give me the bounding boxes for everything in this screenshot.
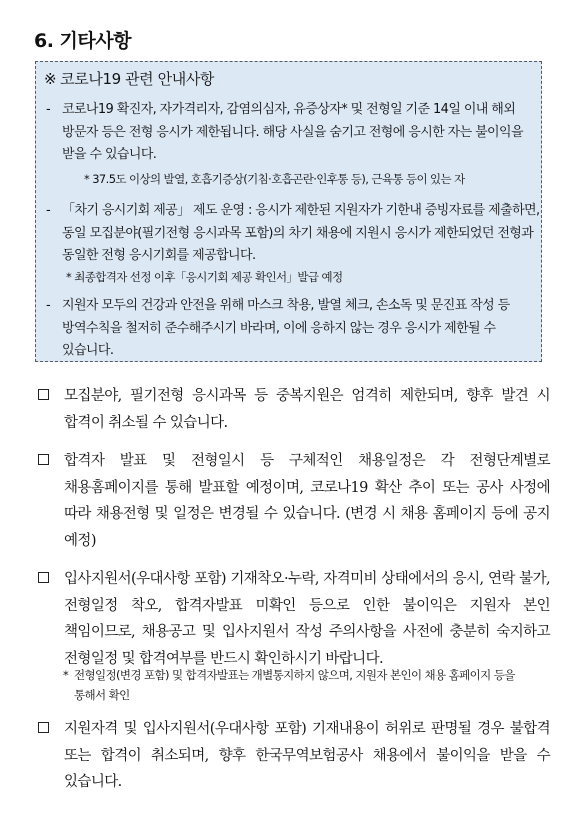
list-item-text: 지원자격 및 입사지원서(우대사항 포함) 기재내용이 허위로 판명될 경우 불합격 또는 합격이 취소되며, 향후 한국무역보험공사 채용에서 불이익을 받을 수 있습니다. [64, 721, 550, 790]
list-footnote-notification [63, 665, 546, 705]
checkbox-bullet-icon [38, 722, 49, 733]
notice-item-retake [46, 200, 541, 268]
notice-heading [44, 68, 214, 89]
section-title: 6. 기타사항 [34, 30, 131, 52]
covid-notice-box [35, 61, 542, 362]
notice-item-quarantine [46, 295, 541, 363]
list-item-false-information [38, 716, 550, 796]
dash-bullet-icon: - [46, 102, 51, 117]
notice-footnote-certificate: * 최종합격자 선정 이후「응시기회 제공 확인서」발급 예정 [66, 270, 343, 284]
dash-bullet-icon: - [46, 203, 51, 218]
list-item-applicant-responsibility [38, 566, 550, 672]
list-item-text: 합격자 발표 및 전형일시 등 구체적인 채용일정은 각 전형단계별로 채용홈페이지를 통해 발표할 예정이며, 코로나19 확산 추이 또는 공사 사정에 따라 채용전형 및 일정은 변경될 수 있습니다. (변경 시 채용 홈페이지 등에 공지 예정) [64, 453, 550, 549]
dash-bullet-icon: - [46, 298, 51, 313]
list-item-text: 모집분야, 필기전형 응시과목 등 중복지원은 엄격히 제한되며, 향후 발견 시 합격이 취소될 수 있습니다. [64, 388, 550, 431]
notice-item-text: 지원자 모두의 건강과 안전을 위해 마스크 착용, 발열 체크, 손소독 및 문진표 작성 등 방역수칙을 철저히 준수해주시기 바라며, 이에 응하지 않는 경우 응시가 제한될 수 있습니다. [62, 298, 510, 358]
asterisk-icon: * [63, 668, 69, 682]
notice-item-text: 「차기 응시기회 제공」 제도 운영 : 응시가 제한된 지원자가 기한내 증빙자료를 제출하면, 동일 모집분야(필기전형 응시과목 포함)의 차기 채용에 지원시 응시가 제한되었던 전형과 동일한 전형 응시기회를 제공합니다. [62, 203, 540, 263]
footnote-text: 전형일정(변경 포함) 및 합격자발표는 개별통지하지 않으며, 지원자 본인이 채용 홈페이지 등을 통해서 확인 [74, 668, 515, 702]
reference-mark-icon: ※ [44, 70, 57, 88]
checkbox-bullet-icon [38, 389, 49, 400]
list-item-duplicate-application [38, 383, 550, 436]
list-item-schedule [38, 448, 550, 554]
checkbox-bullet-icon [38, 454, 49, 465]
list-item-text: 입사지원서(우대사항 포함) 기재착오·누락, 자격미비 상태에서의 응시, 연락 불가, 전형일정 착오, 합격자발표 미확인 등으로 인한 불이익은 지원자 본인 책임이므로, 채용공고 및 입사지원서 작성 주의사항을 사전에 충분히 숙지하고 전형일정 및 합격여부를 반드시 확인하시기 바랍니다. [64, 571, 550, 667]
notice-title: 코로나19 관련 안내사항 [60, 70, 215, 88]
notice-footnote-symptoms: * 37.5도 이상의 발열, 호흡기증상(기침·호흡곤란·인후통 등), 근육통 등이 있는 자 [84, 172, 465, 186]
notice-item-restriction [46, 99, 541, 167]
notice-item-text: 코로나19 확진자, 자가격리자, 감염의심자, 유증상자* 및 전형일 기준 14일 이내 해외 방문자 등은 전형 응시가 제한됩니다. 해당 사실을 숨기고 전형에 응시한 자는 불이익을 받을 수 있습니다. [62, 102, 523, 162]
checkbox-bullet-icon [38, 572, 49, 583]
